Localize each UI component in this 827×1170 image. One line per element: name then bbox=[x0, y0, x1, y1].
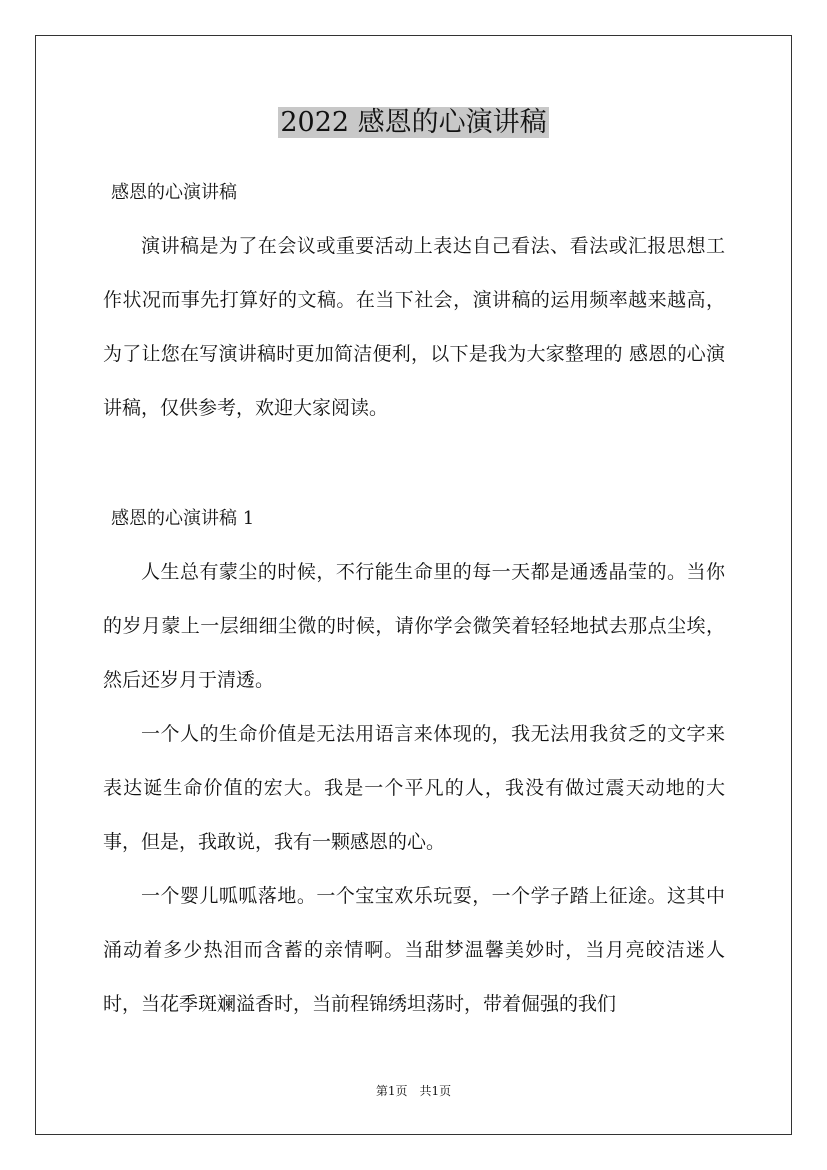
intro-paragraph: 演讲稿是为了在会议或重要活动上表达自己看法、看法或汇报思想工作状况而事先打算好的文稿。在当下社会，演讲稿的运用频率越来越高，为了让您在写演讲稿时更加简洁便利，以下是我为大家整理的 感恩的心演讲稿，仅供参考，欢迎大家阅读。 bbox=[103, 235, 725, 419]
section1-paragraph-1: 人生总有蒙尘的时候，不行能生命里的每一天都是通透晶莹的。当你的岁月蒙上一层细细尘微的时候，请你学会微笑着轻轻地拭去那点尘埃，然后还岁月于清透。 bbox=[103, 561, 725, 691]
section1-paragraph-3: 一个婴儿呱呱落地。一个宝宝欢乐玩耍，一个学子踏上征途。这其中涌动着多少热泪而含蓄的亲情啊。当甜梦温馨美妙时，当月亮皎洁迷人时，当花季斑斓溢香时，当前程锦绣坦荡时，带着倔强的我们 bbox=[103, 885, 725, 1015]
title-text: 2022 感恩的心演讲稿 bbox=[280, 107, 547, 138]
intro-heading: 感恩的心演讲稿 bbox=[111, 182, 237, 203]
page-footer: 第1页 共1页 bbox=[375, 1084, 452, 1098]
section1-heading: 感恩的心演讲稿 1 bbox=[111, 508, 255, 529]
document-title bbox=[0, 103, 827, 143]
section1-paragraph-2: 一个人的生命价值是无法用语言来体现的，我无法用我贫乏的文字来表达诞生命价值的宏大。我是一个平凡的人，我没有做过震天动地的大事，但是，我敢说，我有一颗感恩的心。 bbox=[103, 723, 725, 853]
